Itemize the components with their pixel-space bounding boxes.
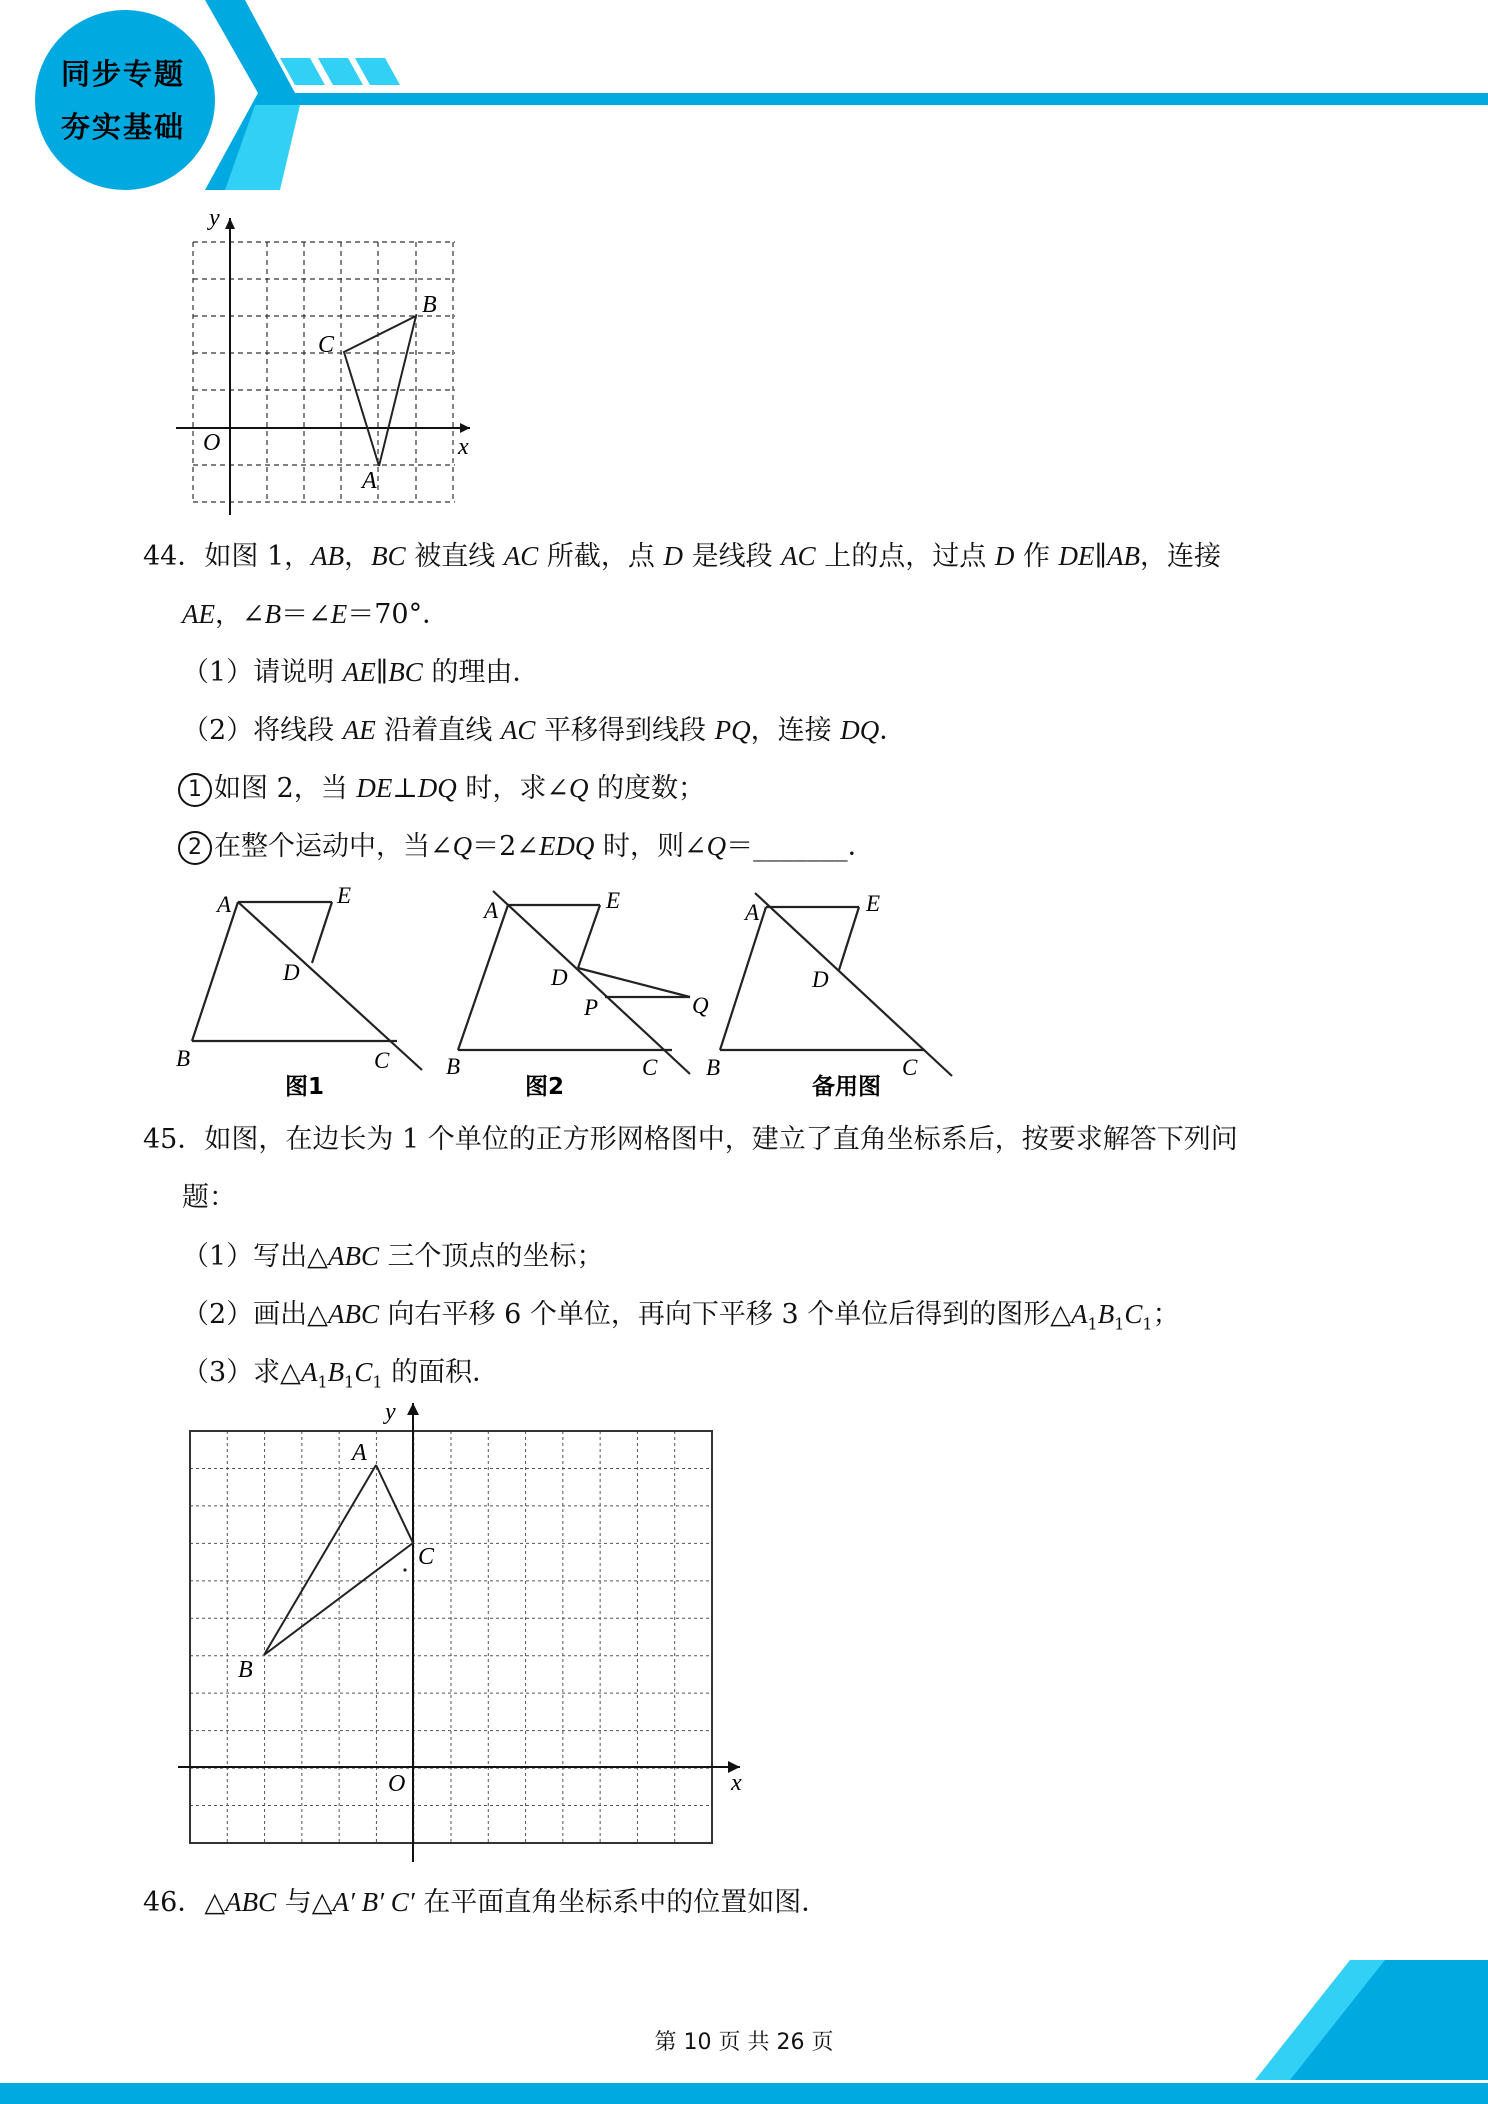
page-number: 第 10 页 共 26 页 bbox=[654, 2030, 834, 2055]
fig43-point-a: A bbox=[362, 468, 377, 494]
q44-number: 44．如图 1， bbox=[143, 541, 312, 572]
q45-line1: 45．如图，在边长为 1 个单位的正方形网格图中，建立了直角坐标系后，按要求解答下列问 bbox=[143, 1124, 1238, 1155]
q45-var-a: A bbox=[1071, 1299, 1088, 1329]
q44-var-ae: AE bbox=[182, 599, 215, 629]
subscript: 1 bbox=[317, 1372, 328, 1392]
q44-var-q: Q bbox=[706, 831, 727, 861]
q44-part1-text: 的理由． bbox=[422, 657, 540, 688]
q44-var-ae: AE bbox=[342, 715, 376, 745]
q44-sub1-text: ⊥ bbox=[392, 773, 418, 804]
q44-var-b: B bbox=[264, 599, 282, 629]
fig3-label-a: A bbox=[745, 900, 760, 925]
fig3-label-c: C bbox=[902, 1055, 918, 1080]
fig43-origin-label: O bbox=[203, 430, 221, 456]
q44-figures bbox=[170, 880, 960, 1100]
q44-var-ae-parallel-bc: AE∥BC bbox=[342, 657, 423, 687]
q45-part1-text: （1）写出△ bbox=[182, 1241, 328, 1272]
q44-line1 bbox=[143, 538, 1221, 575]
q44-var-ac: AC bbox=[503, 541, 539, 571]
fig1-label-a: A bbox=[217, 892, 232, 917]
fig43-y-label: y bbox=[209, 205, 220, 231]
q44-sub2 bbox=[178, 828, 875, 865]
q44-var-e: E bbox=[330, 599, 348, 629]
q44-var-de: DE bbox=[356, 773, 393, 803]
fig1-label-e: E bbox=[337, 883, 352, 908]
q44-sub2-text: ＝ bbox=[726, 831, 754, 862]
q45-part3-text: （3）求△ bbox=[182, 1357, 301, 1388]
q45-x-label: x bbox=[731, 1770, 742, 1796]
q44-var-dq: DQ bbox=[840, 715, 880, 745]
header-badge-line1: 同步专题 bbox=[60, 57, 185, 91]
q44-text: 上的点，过点 bbox=[815, 541, 995, 572]
fig43-point-c: C bbox=[318, 332, 335, 358]
q44-text: 被直线 bbox=[405, 541, 504, 572]
header-banner bbox=[0, 0, 1488, 200]
q45-var-abc: ABC bbox=[327, 1241, 379, 1271]
q44-sub2-text: ． bbox=[847, 831, 875, 862]
q44-sub1-text: 时，求∠ bbox=[456, 773, 569, 804]
fig43-x-label: x bbox=[458, 434, 469, 460]
q44-sub1-text: 如图 2，当 bbox=[214, 773, 357, 804]
fig2-label-p: P bbox=[584, 995, 599, 1020]
fig3-label-d: D bbox=[812, 967, 829, 992]
fig2-caption: 图2 bbox=[525, 1074, 565, 1100]
subscript: 1 bbox=[372, 1372, 383, 1392]
q44-var-pq: PQ bbox=[714, 715, 751, 745]
q44-sep: ， bbox=[344, 541, 372, 572]
q44-var-de-parallel-ab: DE∥AB bbox=[1058, 541, 1140, 571]
q46-text: 与△ bbox=[276, 1887, 333, 1918]
q44-part1 bbox=[182, 654, 539, 691]
q44-text: ＝∠ bbox=[281, 599, 331, 630]
q46-text: 46．△ bbox=[143, 1887, 226, 1918]
q44-part2 bbox=[182, 712, 906, 749]
q44-text: 所截，点 bbox=[538, 541, 664, 572]
q45-part2-text: 向右平移 6 个单位，再向下平移 3 个单位后得到的图形△ bbox=[378, 1299, 1071, 1330]
q45-point-c: C bbox=[418, 1544, 435, 1570]
q44-var-dq: DQ bbox=[417, 773, 457, 803]
fig43-point-b: B bbox=[422, 292, 437, 318]
q44-sub2-text: ＝2∠ bbox=[472, 831, 539, 862]
q44-text: 是线段 bbox=[683, 541, 782, 572]
fig2-label-b: B bbox=[446, 1054, 461, 1079]
q45-var-c: C bbox=[354, 1357, 373, 1387]
q44-part2-text: 平移得到线段 bbox=[535, 715, 715, 746]
q44-var-d: D bbox=[663, 541, 683, 571]
q45-grid-figure bbox=[170, 1395, 760, 1875]
q45-part2-text: ； bbox=[1152, 1299, 1180, 1330]
q44-text: ，连接 bbox=[1139, 541, 1221, 572]
q44-var-q: Q bbox=[452, 831, 473, 861]
q44-text: ＝70°． bbox=[347, 599, 450, 630]
q45-part3-text: 的面积． bbox=[382, 1357, 500, 1388]
q46-line1 bbox=[143, 1884, 828, 1921]
q46-var-abc: ABC bbox=[225, 1887, 277, 1917]
fig3-label-b: B bbox=[706, 1055, 721, 1080]
q44-text: 作 bbox=[1014, 541, 1059, 572]
q44-var-q: Q bbox=[568, 773, 589, 803]
coordinate-figure-43 bbox=[170, 205, 480, 525]
q44-part2-text: （2）将线段 bbox=[182, 715, 343, 746]
subscript: 1 bbox=[1114, 1314, 1125, 1334]
q45-var-abc: ABC bbox=[327, 1299, 379, 1329]
circled-number-1: 1 bbox=[178, 773, 212, 807]
q46-var-a-prime-b-prime-c-prime: A′ B′ C′ bbox=[332, 1887, 415, 1917]
q45-part2-text: （2）画出△ bbox=[182, 1299, 328, 1330]
q44-part2-text: ，连接 bbox=[750, 715, 841, 746]
q44-sub2-text: 在整个运动中，当∠ bbox=[214, 831, 453, 862]
q44-part2-text: 沿着直线 bbox=[375, 715, 501, 746]
q45-y-label: y bbox=[385, 1399, 396, 1425]
q44-line2 bbox=[182, 596, 449, 633]
answer-blank[interactable]: _______ bbox=[753, 831, 848, 862]
fig2-label-d: D bbox=[551, 965, 568, 990]
q45-part1 bbox=[182, 1238, 604, 1275]
q44-var-edq: EDQ bbox=[538, 831, 595, 861]
q45-var-b: B bbox=[327, 1357, 345, 1387]
q45-line2: 题： bbox=[182, 1182, 236, 1213]
q44-text: ，∠ bbox=[215, 599, 265, 630]
fig3-label-e: E bbox=[866, 891, 881, 916]
q45-point-a: A bbox=[352, 1440, 367, 1466]
q45-part3 bbox=[182, 1354, 499, 1400]
q45-var-a: A bbox=[300, 1357, 318, 1387]
q44-var-ab: AB bbox=[311, 541, 345, 571]
q44-sub1-text: 的度数； bbox=[588, 773, 706, 804]
fig2-label-c: C bbox=[642, 1055, 658, 1080]
fig1-label-c: C bbox=[374, 1048, 390, 1073]
subscript: 1 bbox=[1087, 1314, 1098, 1334]
circled-number-2: 2 bbox=[178, 831, 212, 865]
q45-part2 bbox=[182, 1296, 1180, 1342]
q44-sub2-text: 时，则∠ bbox=[594, 831, 707, 862]
q45-var-c: C bbox=[1124, 1299, 1143, 1329]
subscript: 1 bbox=[344, 1372, 355, 1392]
q44-part1-text: （1）请说明 bbox=[182, 657, 343, 688]
header-badge-line2: 夯实基础 bbox=[60, 110, 185, 144]
fig1-caption: 图1 bbox=[285, 1074, 325, 1100]
q44-var-ac: AC bbox=[781, 541, 816, 571]
fig2-label-q: Q bbox=[692, 993, 709, 1018]
q45-part1-text: 三个顶点的坐标； bbox=[378, 1241, 604, 1272]
q45-point-b: B bbox=[238, 1657, 253, 1683]
q45-var-b: B bbox=[1097, 1299, 1115, 1329]
q44-sub1 bbox=[178, 770, 705, 807]
fig2-label-a: A bbox=[484, 898, 499, 923]
q46-text: 在平面直角坐标系中的位置如图． bbox=[414, 1887, 829, 1918]
fig1-label-d: D bbox=[283, 960, 300, 985]
q44-var-bc: BC bbox=[371, 541, 406, 571]
q44-part2-text: ． bbox=[879, 715, 907, 746]
subscript: 1 bbox=[1142, 1314, 1153, 1334]
fig2-label-e: E bbox=[606, 888, 621, 913]
q44-var-ac: AC bbox=[500, 715, 536, 745]
fig1-label-b: B bbox=[176, 1046, 191, 1071]
fig3-caption: 备用图 bbox=[812, 1074, 881, 1100]
q44-var-d: D bbox=[994, 541, 1015, 571]
q45-origin-label: O bbox=[388, 1771, 406, 1797]
